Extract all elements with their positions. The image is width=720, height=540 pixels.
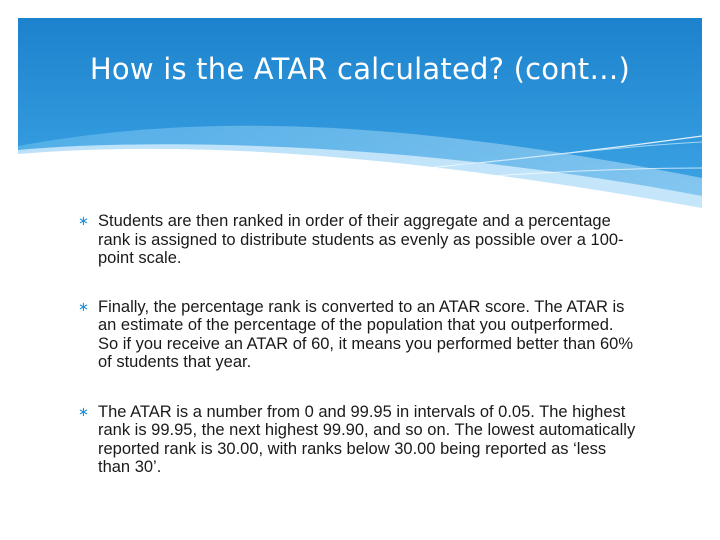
wave-decoration <box>18 18 702 208</box>
bullet-text: Finally, the percentage rank is converted to an ATAR score. The ATAR is an estimate of the percentage of the population that you outperformed. So if you receive an ATAR of 60, it means you performed better than 60% of students that year. <box>98 297 634 371</box>
asterisk-bullet-icon: ∗ <box>78 403 89 419</box>
slide-title: How is the ATAR calculated? (cont…) <box>89 52 631 86</box>
asterisk-bullet-icon: ∗ <box>78 298 89 314</box>
bullet-list <box>78 212 638 507</box>
bullet-item <box>78 212 638 268</box>
bullet-text: The ATAR is a number from 0 and 99.95 in intervals of 0.05. The highest rank is 99.95, the next highest 99.90, and so on. The lowest automatically reported rank is 30.00, with ranks below 30.00 being reported as ‘less than 30’. <box>98 402 636 476</box>
bullet-item <box>78 298 638 372</box>
bullet-text: Students are then ranked in order of their aggregate and a percentage rank is assigned to distribute students as evenly as possible over a 100-point scale. <box>98 212 624 267</box>
bullet-item <box>78 403 638 477</box>
asterisk-bullet-icon: ∗ <box>78 213 89 228</box>
title-banner <box>18 18 702 208</box>
